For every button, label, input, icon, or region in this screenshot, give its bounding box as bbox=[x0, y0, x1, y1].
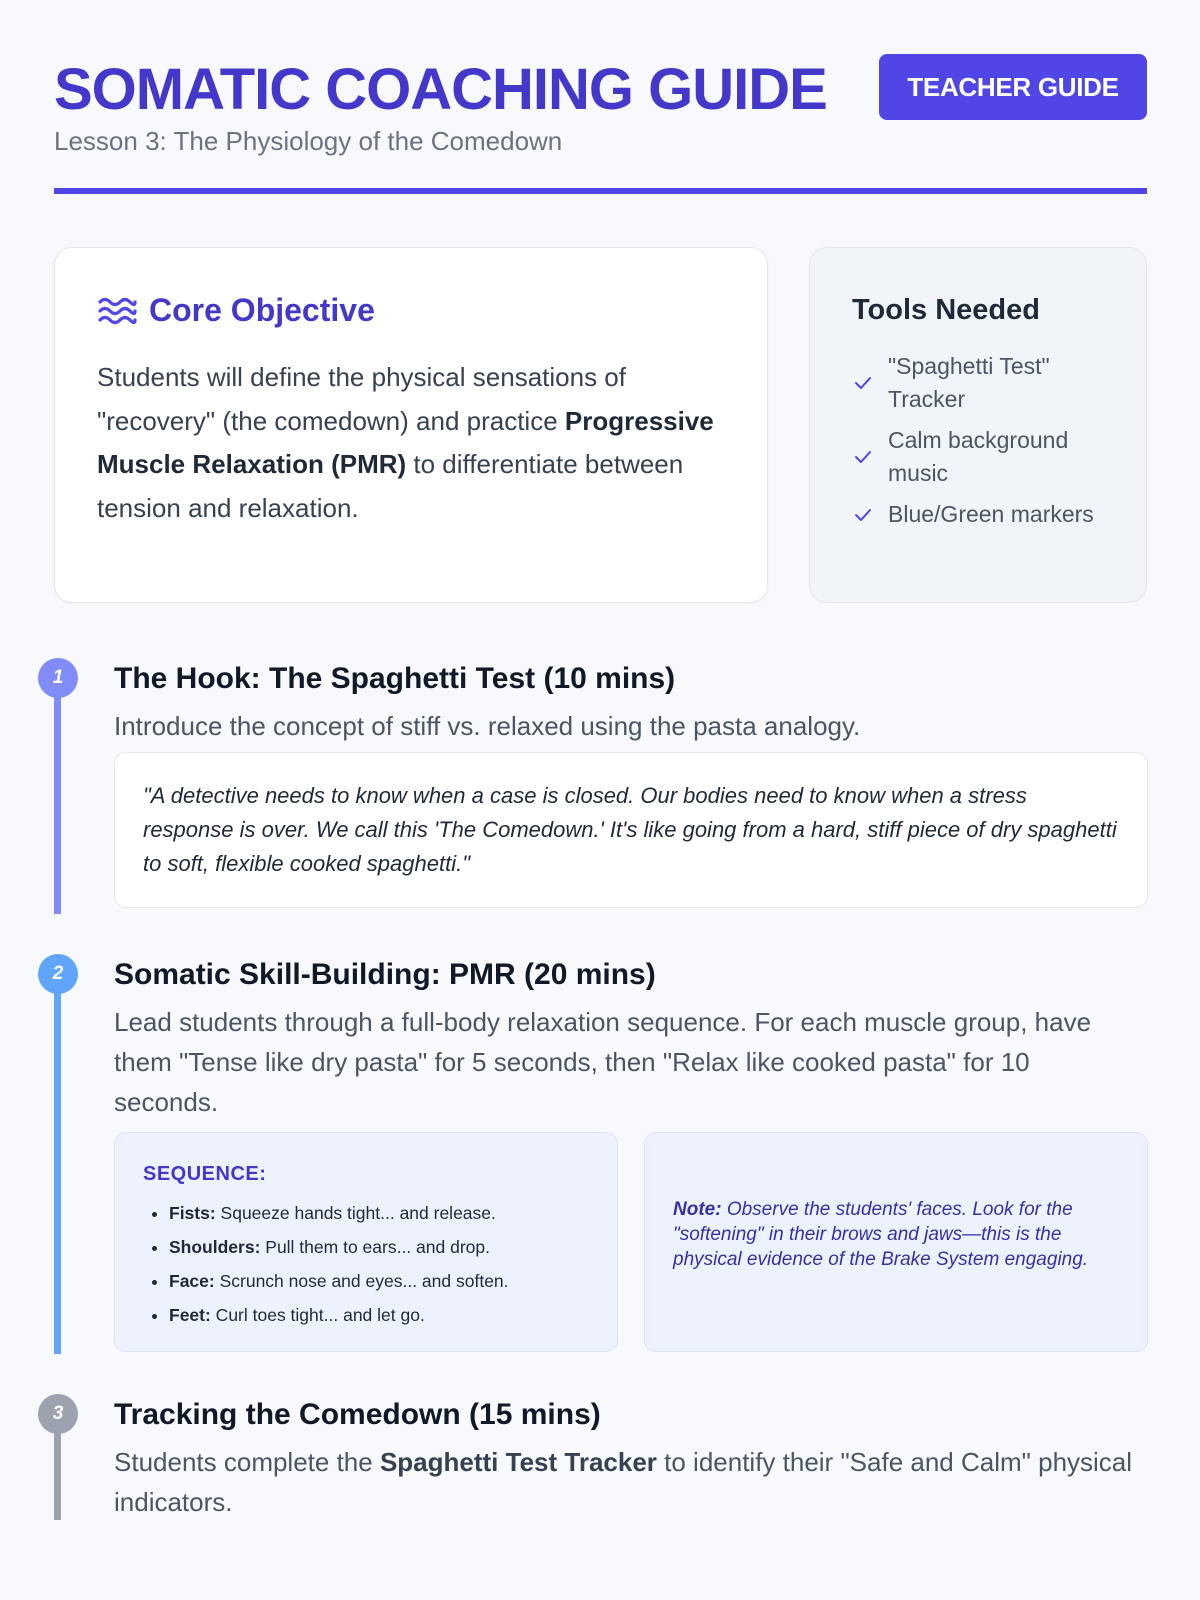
check-icon bbox=[852, 504, 874, 526]
waves-icon bbox=[97, 294, 137, 328]
step-number-badge: 2 bbox=[38, 954, 78, 994]
sequence-title: SEQUENCE: bbox=[143, 1163, 267, 1185]
sequence-box bbox=[114, 1132, 618, 1352]
tools-needed-card bbox=[809, 247, 1147, 603]
note-box bbox=[644, 1132, 1148, 1352]
pmr-emphasis: Progressive Muscle Relaxation (PMR) bbox=[97, 405, 714, 479]
page-header bbox=[54, 50, 1147, 194]
lesson-subtitle: Lesson 3: The Physiology of the Comedown bbox=[54, 126, 563, 156]
core-objective-card bbox=[54, 247, 768, 603]
tool-label: Calm background music bbox=[888, 427, 1069, 486]
tools-list bbox=[852, 350, 1122, 539]
page-title: SOMATIC COACHING GUIDE bbox=[54, 57, 827, 122]
list-item: • Fists: Squeeze hands tight... and release. bbox=[169, 1196, 589, 1230]
tool-label: "Spaghetti Test" Tracker bbox=[888, 353, 1050, 412]
objective-heading bbox=[97, 292, 375, 329]
step-description: Introduce the concept of stiff vs. relaxed using the pasta analogy. bbox=[114, 711, 861, 741]
list-item: • Face: Scrunch nose and eyes... and soften. bbox=[169, 1264, 589, 1298]
objective-title: Core Objective bbox=[149, 292, 375, 328]
step-2 bbox=[38, 954, 1148, 1354]
step-title: The Hook: The Spaghetti Test (10 mins) bbox=[114, 662, 676, 695]
list-item bbox=[852, 350, 1122, 416]
script-quote: "A detective needs to know when a case is closed. Our bodies need to know when a stress response is over. We call this 'The Comedown.' It's like going from a hard, stiff piece of dry spaghetti to soft, flexible cooked spaghetti." bbox=[114, 752, 1148, 908]
step-number-badge: 1 bbox=[38, 658, 78, 698]
step-title: Somatic Skill-Building: PMR (20 mins) bbox=[114, 958, 656, 991]
step-title: Tracking the Comedown (15 mins) bbox=[114, 1398, 601, 1431]
check-icon bbox=[852, 446, 874, 468]
step-description: Lead students through a full-body relaxation sequence. For each muscle group, have them "Tense like dry pasta" for 5 seconds, then "Relax like cooked pasta" for 10 seconds. bbox=[114, 1007, 1092, 1117]
step-3 bbox=[38, 1394, 1148, 1524]
tool-label: Blue/Green markers bbox=[888, 501, 1094, 527]
step-description: Students complete the Spaghetti Test Tracker to identify their "Safe and Calm" physical indicators. bbox=[114, 1447, 1133, 1517]
check-icon bbox=[852, 372, 874, 394]
objective-text: Students will define the physical sensations of "recovery" (the comedown) and practice Progressive Muscle Relaxation (PMR) to differentiate between tension and relaxation. bbox=[97, 362, 714, 523]
timeline-line bbox=[54, 974, 61, 1354]
step-1 bbox=[38, 658, 1148, 914]
step-number-badge: 3 bbox=[38, 1394, 78, 1434]
list-item: • Feet: Curl toes tight... and let go. bbox=[169, 1298, 589, 1332]
list-item bbox=[852, 424, 1122, 490]
teacher-guide-badge[interactable]: TEACHER GUIDE bbox=[879, 54, 1147, 120]
list-item: • Shoulders: Pull them to ears... and drop. bbox=[169, 1230, 589, 1264]
tools-title: Tools Needed bbox=[852, 294, 1040, 326]
timeline-line bbox=[54, 678, 61, 914]
tracker-emphasis: Spaghetti Test Tracker bbox=[379, 1447, 657, 1477]
list-item bbox=[852, 498, 1122, 531]
note-text: Note: Observe the students' faces. Look for the "softening" in their brows and jaws—this is the physical evidence of the Brake System engaging. bbox=[673, 1198, 1089, 1270]
sequence-list bbox=[143, 1196, 589, 1332]
